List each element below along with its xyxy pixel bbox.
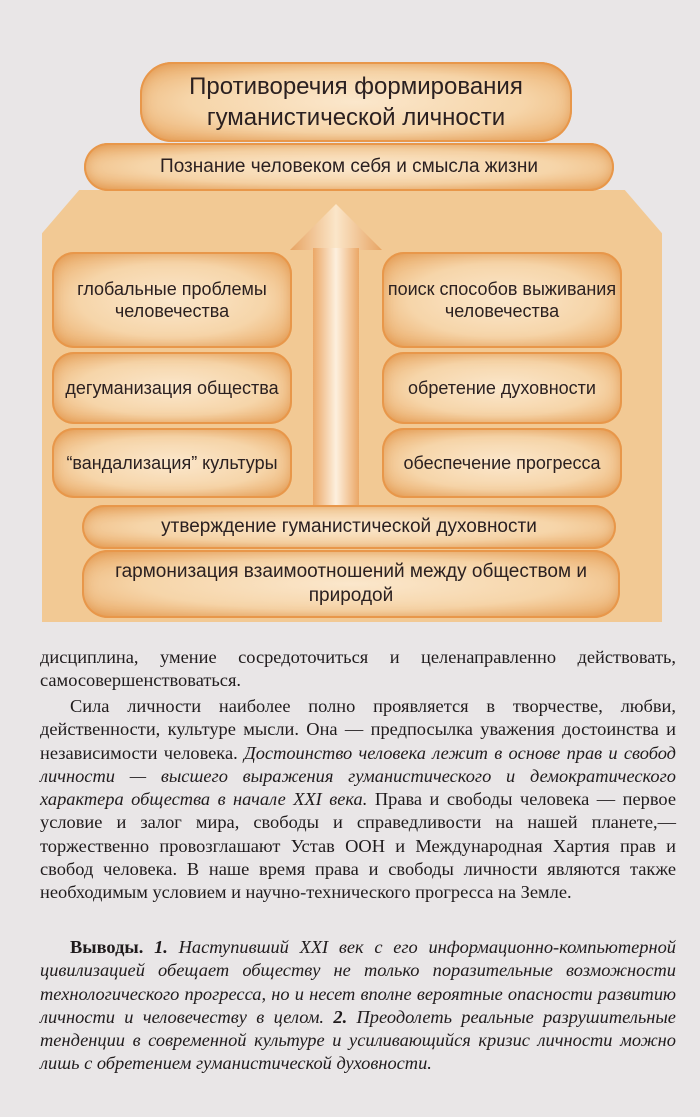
paragraph-2-end: Права и свободы человека — первое условие и залог мира, свободы и справедливости на нашей планете,— торжественно провозглашают Устав ООН и Международная Хартия прав и свобод человека. В наше время права и свободы личности являются также необходимым условием и научно-технического прогресса на Земле. [40, 789, 677, 903]
right-box-spirituality: обретение духовности [382, 352, 622, 424]
conclusion-number-2: 2. [333, 1006, 348, 1027]
up-arrow-head [290, 204, 382, 250]
paragraph-2-italic: Достоинство человека лежит в основе прав и свобод личности — высшего выражения гуманистического и демократического характера общества в начале XXI века. [40, 742, 676, 810]
paragraph-1-text: дисциплина, умение сосредоточиться и целенаправленно действовать, самосовершенствоваться. [40, 647, 676, 691]
conclusion-2: Преодолеть реальные разрушительные тенденции в современной культуре и усиливающийся кризис личности можно лишь с обретением гуманистической духовности. [40, 1006, 676, 1074]
conclusions-label: Выводы. [70, 937, 144, 957]
paragraph-1 [40, 646, 676, 693]
conclusions-paragraph [40, 936, 676, 1076]
base-humanistic-spirituality: утверждение гуманистической духовности [82, 505, 616, 549]
diagram-subtitle: Познание человеком себя и смысла жизни [84, 143, 614, 191]
right-box-progress: обеспечение прогресса [382, 428, 622, 498]
up-arrow-shaft [313, 248, 359, 512]
diagram-title: Противоречия формирования гуманистической личности [140, 62, 572, 142]
paragraph-2-start: Сила личности наиболее полно проявляется в творчестве, любви, действенности, культуре мысли. Она — предпосылка уважения достоинства и независимости человека. [40, 696, 676, 763]
left-box-global-problems: глобальные проблемы человечества [52, 252, 292, 348]
right-box-survival: поиск способов выживания человечества [382, 252, 622, 348]
paragraph-2 [40, 695, 676, 905]
conclusion-number-1: 1. [154, 937, 168, 957]
left-box-dehumanization: дегуманизация общества [52, 352, 292, 424]
conclusion-1: Наступивший XXI век с его информационно-компьютерной цивилизацией обещает обществу не только поразительные возможности технологического прогресса, но и несет вполне вероятные опасности развитию личности и человечеству в целом. [40, 937, 676, 1027]
left-box-vandalization: “вандализация” культуры [52, 428, 292, 498]
up-arrow [290, 204, 382, 512]
base-harmonization: гармонизация взаимоотношений между обществом и природой [82, 550, 620, 618]
